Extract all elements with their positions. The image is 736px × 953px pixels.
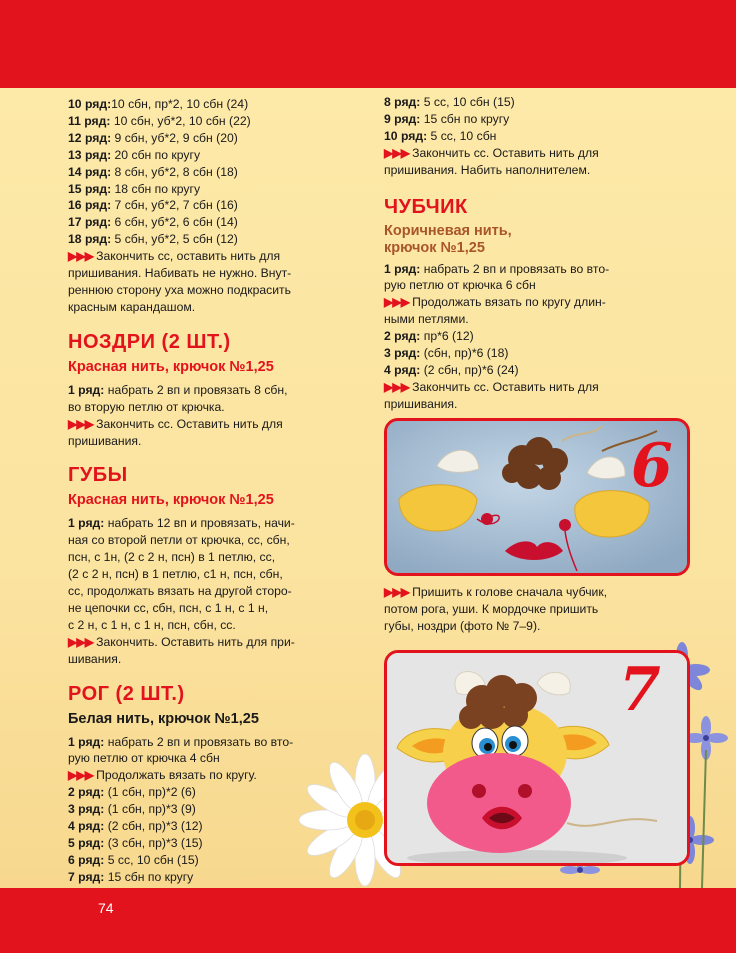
arrow-icon: ▶▶▶ (384, 145, 410, 160)
row-line: 4 ряд: (2 сбн, пр)*6 (24) (384, 362, 519, 377)
row-line: 2 ряд: (1 сбн, пр)*2 (6) (68, 785, 196, 800)
nostril-piece-icon (559, 519, 571, 531)
nostril-icon (518, 784, 532, 798)
lips-instructions: 1 ряд: набрать 12 вп и провязать, начи- ная со второй петли от крючка, сс, сбн, псн, с 1н, (2 с 2 н, псн) в 1 петлю, сс, (2 с 2 н, псн) в 1 петлю, с1 н, псн, сбн, сс, продолжать вязать на другой сторо- не цепочки сс, сбн, псн, с 1 н, с 1 н, с 2 н, с 1 н, с 1 н, псн, сбн, сс. ▶▶▶ Закончить. Оставить нить для при- шивания. (68, 516, 295, 666)
assembly-instructions: ▶▶▶ Пришить к голове сначала чубчик, потом рога, уши. К мордочке пришить губы, ноздри (фото № 7–9). (384, 585, 608, 633)
row-line: 11 ряд: 10 сбн, уб*2, 10 сбн (22) (68, 113, 251, 128)
photo-7 (384, 650, 690, 866)
forelock-subtitle: Коричневая нить, крючок №1,25 (384, 222, 512, 256)
row-line: 4 ряд: (2 сбн, пр)*3 (12) (68, 819, 203, 834)
horn-instructions: 1 ряд: набрать 2 вп и провязать во вто- рую петлю от крючка 4 сбн ▶▶▶ Продолжать вязать по кругу. 2 ряд: (1 сбн, пр)*2 (6) 3 ряд: (1 сбн, пр)*3 (9) 4 ряд: (2 сбн, пр)*3 (12) 5 ряд: (3 сбн, пр)*3 (15) 6 ряд: 5 сс, 10 сбн (15) 7 ряд: 15 сбн по кругу (68, 734, 368, 886)
forelock-heading: ЧУБЧИК (384, 195, 468, 218)
lips-subtitle: Красная нить, крючок №1,25 (68, 492, 274, 509)
arrow-icon: ▶▶▶ (68, 634, 94, 649)
ear-finish: ▶▶▶ Закончить сс, оставить нить для пришивания. Набивать не нужно. Внут- реннюю сторону уха можно подкрасить красным карандашом. (68, 249, 292, 314)
row-line: 5 ряд: (3 сбн, пр)*3 (15) (68, 836, 203, 850)
arrow-icon: ▶▶▶ (68, 768, 94, 783)
row-line: 6 ряд: 5 сс, 10 сбн (15) (68, 852, 199, 867)
row-line: 18 ряд: 5 сбн, уб*2, 5 сбн (12) (68, 232, 238, 247)
top-red-band (0, 0, 736, 88)
row-line: 15 ряд: 18 сбн по кругу (68, 181, 201, 196)
horn-heading: РОГ (2 ШТ.) (68, 682, 185, 705)
forelock-instructions: 1 ряд: набрать 2 вп и провязать во вто- рую петлю от крючка 6 сбн ▶▶▶ Продолжать вязать по кругу длин- ными петлями. 2 ряд: пр*6 (12) 3 ряд: (сбн, пр)*6 (18) 4 ряд: (2 сбн, пр)*6 (24) ▶▶▶ Закончить сс. Оставить нить для пришивания. (384, 261, 684, 413)
photo-6 (384, 418, 690, 576)
row-line: 13 ряд: 20 сбн по кругу (68, 147, 201, 162)
right-column (384, 94, 684, 413)
row-line: 3 ряд: (сбн, пр)*6 (18) (384, 346, 509, 361)
arrow-icon: ▶▶▶ (68, 416, 94, 431)
lips-heading: ГУБЫ (68, 464, 128, 487)
row-line: 10 ряд:10 сбн, пр*2, 10 сбн (24) (68, 97, 249, 111)
nostril-icon (472, 784, 486, 798)
nostrils-heading: НОЗДРИ (2 ШТ.) (68, 330, 231, 353)
row-line: 9 ряд: 15 сбн по кругу (384, 111, 510, 126)
muzzle-icon (427, 753, 571, 853)
row-line: 16 ряд: 7 сбн, уб*2, 7 сбн (16) (68, 198, 238, 213)
left-column (68, 96, 368, 886)
nostrils-subtitle: Красная нить, крючок №1,25 (68, 358, 274, 375)
photo-6-number: 6 (631, 431, 673, 501)
row-line: 8 ряд: 5 сс, 10 сбн (15) (384, 95, 515, 109)
row-line: 10 ряд: 5 сс, 10 сбн (384, 128, 497, 143)
page-number: 74 (98, 900, 114, 916)
arrow-icon: ▶▶▶ (384, 379, 410, 394)
row-line: 14 ряд: 8 сбн, уб*2, 8 сбн (18) (68, 164, 238, 179)
horn-rows-continued: 8 ряд: 5 сс, 10 сбн (15) 9 ряд: 15 сбн по кругу 10 ряд: 5 сс, 10 сбн ▶▶▶ Закончить сс. Оставить нить для пришивания. Набить наполнителем. (384, 94, 684, 179)
eye-icon (502, 726, 528, 756)
row-line: 12 ряд: 9 сбн, уб*2, 9 сбн (20) (68, 130, 238, 145)
row-line: 7 ряд: 15 сбн по кругу (68, 869, 194, 884)
row-line: 17 ряд: 6 сбн, уб*2, 6 сбн (14) (68, 215, 238, 230)
arrow-icon: ▶▶▶ (384, 295, 410, 310)
row-line: 3 ряд: (1 сбн, пр)*3 (9) (68, 802, 196, 817)
bottom-red-band (0, 888, 736, 953)
horn-subtitle: Белая нить, крючок №1,25 (68, 710, 259, 727)
nostril-piece-icon (481, 513, 493, 525)
ear-rows (68, 96, 368, 248)
row-line: 2 ряд: пр*6 (12) (384, 329, 474, 344)
arrow-icon: ▶▶▶ (384, 585, 410, 599)
photo-7-number: 7 (619, 655, 661, 725)
arrow-icon: ▶▶▶ (68, 249, 94, 264)
nostrils-instructions: 1 ряд: набрать 2 вп и провязать 8 сбн, во вторую петлю от крючка. ▶▶▶ Закончить сс. Оставить нить для пришивания. (68, 382, 288, 448)
